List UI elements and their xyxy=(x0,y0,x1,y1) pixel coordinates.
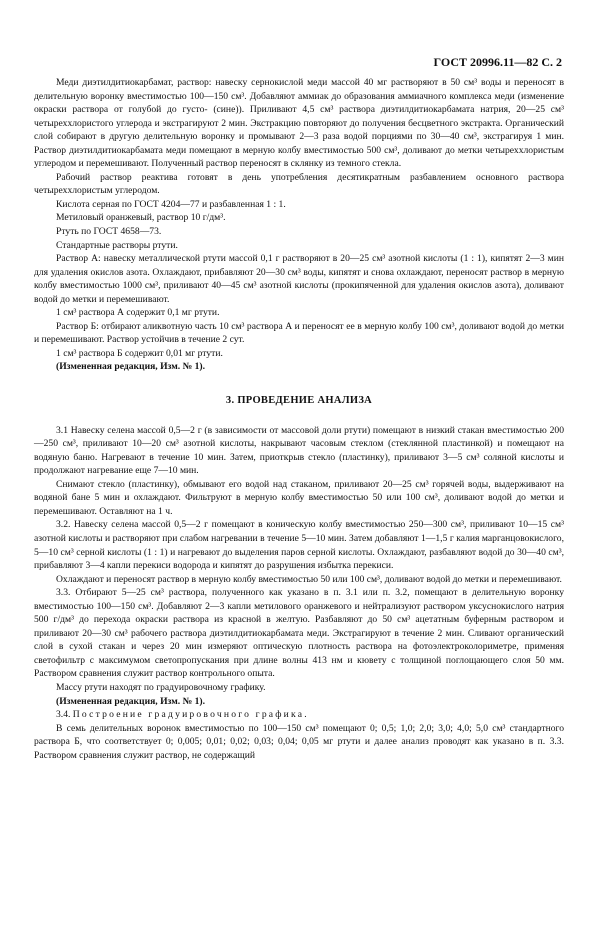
paragraph: 3.1 Навеску селена массой 0,5—2 г (в зависимости от массовой доли ртути) помещают в низкий стакан вместимостью 200—250 см³, приливают 10—20 см³ азотной кислоты, накрывают часовым стеклом (стеклянной пластинкой) и помещают на водяную баню. Нагревают в течение 10 мин. Затем, приоткрыв стекло (пластинку), приливают 3—5 см³ соляной кислоты и продолжают нагревание еще 7—10 мин. xyxy=(34,424,564,477)
paragraph: 3.2. Навеску селена массой 0,5—2 г помещают в коническую колбу вместимостью 250—300 см³, приливают 10—15 см³ азотной кислоты и растворяют при слабом нагревании в течение 5—10 мин. Затем добавляют 1—1,5 г калия марганцовокислого, 5—10 см³ серной кислоты (1 : 1) и нагревают до выделения паров серной кислоты. Охлаждают, разбавляют водой до 30—40 см³, прибавляют 3—4 капли перекиси водорода и кипятят до разрушения избытка перекиси. xyxy=(34,519,564,572)
paragraph: Меди диэтилдитиокарбамат, раствор: навеску сернокислой меди массой 40 мг растворяют в 50 см³ воды и переносят в делительную воронку вместимостью 100—150 см³. Добавляют аммиак до образования аммиачного комплекса меди (изменение окраски раствора от голубой до густо- (сине)). Приливают 4,5 см³ раствора диэтилдитиокарбамата натрия, 20—25 см³ четыреххлористого углерода и экстрагируют 2 мин. Экстракцию повторяют до получения бесцветного экстракта. Органический слой собирают в другую делительную воронку и промывают 2—3 раза водой порциями по 30—40 см³, экстрагируя 1 мин. Раствор диэтилдитиокарбамата меди помещают в мерную колбу вместимостью 500 см³, доливают до метки четыреххлористым углеродом и перемешивают. Полученный раствор переносят в склянку из темного стекла. xyxy=(34,77,564,170)
paragraph: Рабочий раствор реактива готовят в день употребления десятикратным разбавлением основного раствора четыреххлористым углеродом. xyxy=(34,171,564,197)
paragraph: Ртуть по ГОСТ 4658—73. xyxy=(56,226,162,238)
subsection-title: Построение градуировочного графика. xyxy=(72,709,309,721)
paragraph: Охлаждают и переносят раствор в мерную колбу вместимостью 50 или 100 см³, доливают водой до метки и перемешивают. xyxy=(56,573,562,585)
paragraph: Стандартные растворы ртути. xyxy=(56,239,178,251)
page-header: ГОСТ 20996.11—82 С. 2 xyxy=(433,55,562,69)
document-body xyxy=(34,76,564,762)
paragraph: Снимают стекло (пластинку), обмывают его водой над стаканом, приливают 20—25 см³ горячей воды, выдерживают на водяной бане 5 мин и охлаждают. Фильтруют в мерную колбу вместимостью 50 или 100 см³, доливают водой до метки и перемешивают. Оставляют на 1 ч. xyxy=(34,478,564,517)
amendment-note: (Измененная редакция, Изм. № 1). xyxy=(56,695,206,707)
paragraph: Кислота серная по ГОСТ 4204—77 и разбавленная 1 : 1. xyxy=(56,198,286,210)
paragraph: Раствор Б: отбирают аликвотную часть 10 см³ раствора А и переносят ее в мерную колбу 100 см³, доливают водой до метки и перемешивают. Раствор устойчив в течение 2 сут. xyxy=(34,320,564,346)
paragraph: В семь делительных воронок вместимостью по 100—150 см³ помещают 0; 0,5; 1,0; 2,0; 3,0; 4,0; 5,0 см³ стандартного раствора Б, что соответствует 0; 0,005; 0,01; 0,02; 0,03; 0,04; 0,05 мг ртути и далее анализ проводят как указано в п. 3.3. Раствором сравнения служит раствор, не содержащий xyxy=(34,722,564,761)
section-title: 3. ПРОВЕДЕНИЕ АНАЛИЗА xyxy=(225,395,373,407)
subsection-number: 3.4. xyxy=(56,709,73,721)
paragraph: Раствор А: навеску металлической ртути массой 0,1 г растворяют в 20—25 см³ азотной кислоты (1 : 1), кипятят 2—3 мин для удаления окислов азота. Охлаждают, прибавляют 20—30 см³ воды, кипятят и снова охлаждают, переносят раствор в мерную колбу вместимостью 1000 см³, приливают 40—45 см³ азотной кислоты (прокипяченной для удаления окислов азота), доливают водой до метки и перемешивают. xyxy=(34,253,564,305)
paragraph: 1 см³ раствора Б содержит 0,01 мг ртути. xyxy=(56,347,223,359)
paragraph: Метиловый оранжевый, раствор 10 г/дм³. xyxy=(56,212,226,224)
subsection-heading xyxy=(34,708,564,722)
paragraph: 3.3. Отбирают 5—25 см³ раствора, полученного как указано в п. 3.1 или п. 3.2, помещают в делительную воронку вместимостью 100—150 см³. Добавляют 2—3 капли метилового оранжевого и нейтрализуют раствором уксуснокислого натрия 500 г/дм³ до перехода окраски раствора из красной в желтую. Разбавляют до 50 см³ ацетатным буферным раствором и приливают 20—30 см³ рабочего раствора диэтилдитиокарбамата меди. Экстрагируют в течение 2 мин. Сливают органический слой в сухой стакан и через 20 мин измеряют оптическую плотность раствора на фотоэлектроколориметре, применяя светофильтр с максимумом светопропускания при длине волны 413 нм и кювету с толщиной поглощающего слоя 50 мм. Раствором сравнения служит раствор контрольного опыта. xyxy=(34,587,564,680)
paragraph: 1 см³ раствора А содержит 0,1 мг ртути. xyxy=(56,307,220,319)
amendment-note: (Измененная редакция, Изм. № 1). xyxy=(56,361,206,373)
paragraph: Массу ртути находят по градуировочному графику. xyxy=(56,681,266,693)
